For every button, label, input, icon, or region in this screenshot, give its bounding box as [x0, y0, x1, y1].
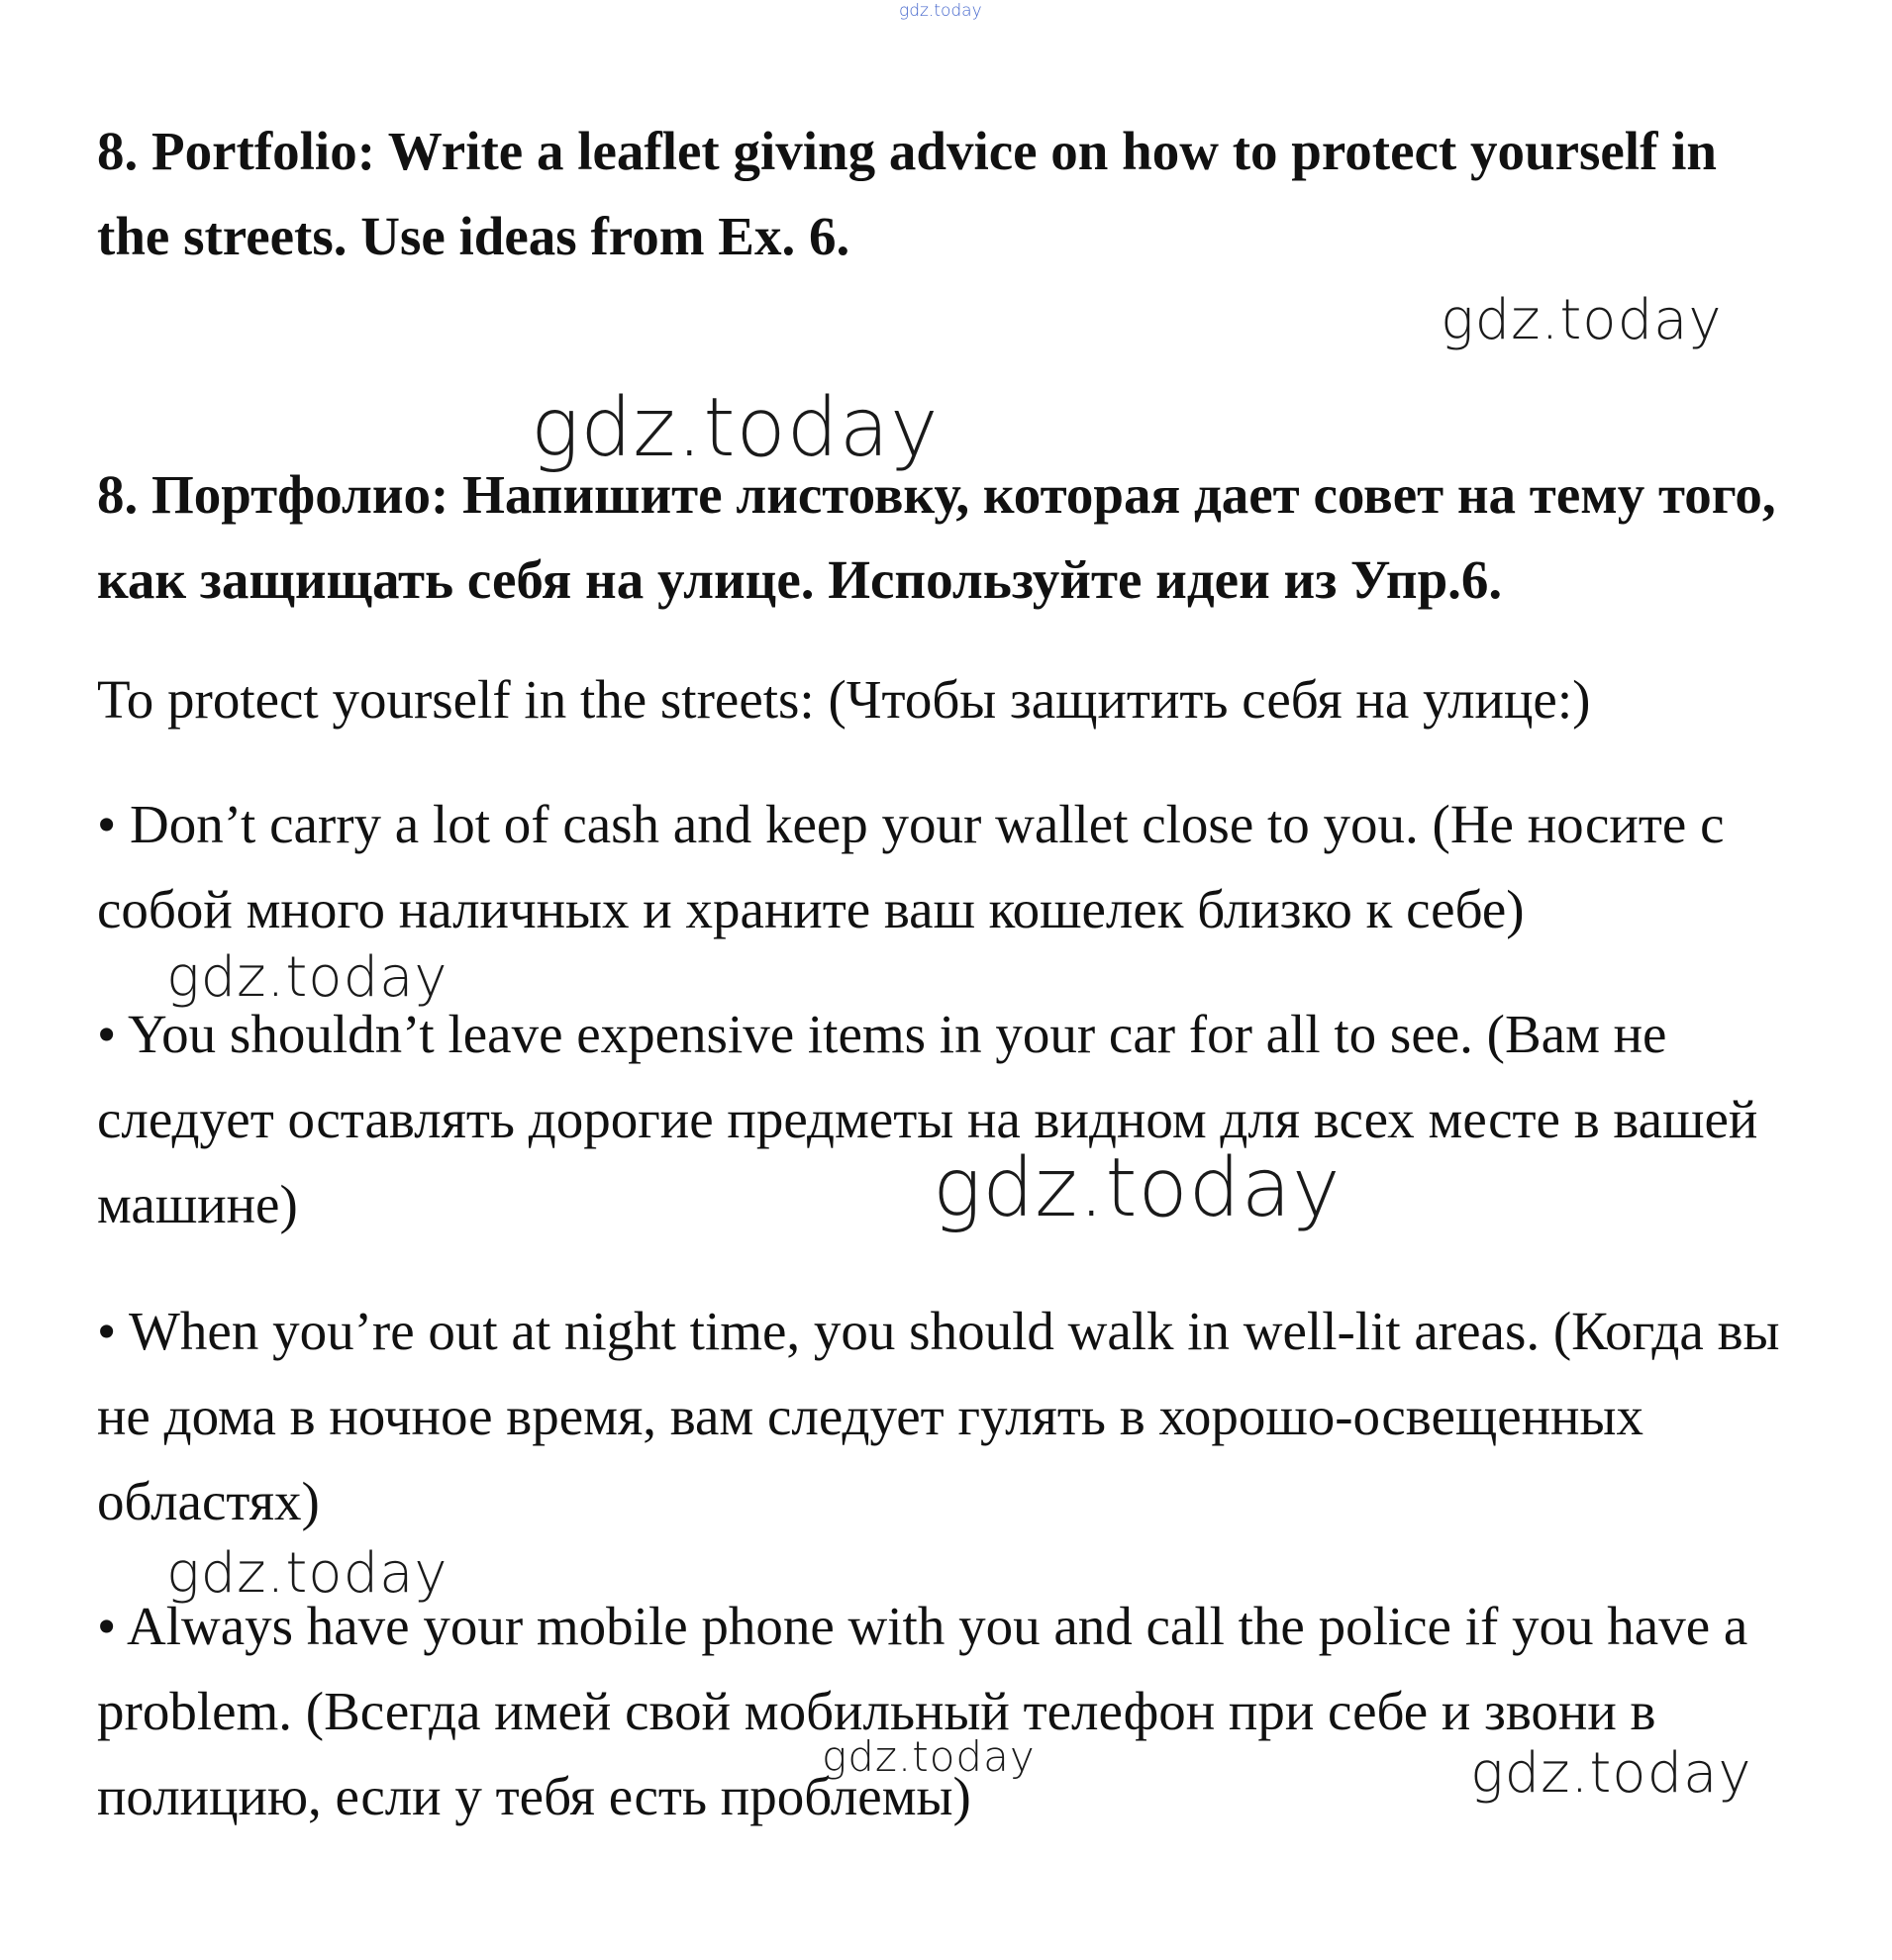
advice-bullet: • Always have your mobile phone with you and call the police if you have a problem. (Всегда имей свой мобильный телефон при себе и звони в полицию, если у тебя есть проблемы) — [97, 1596, 1748, 1826]
watermark: gdz.today — [166, 1541, 448, 1606]
advice-bullet: • When you’re out at night time, you should walk in well-lit areas. (Когда вы не дома в ночное время, вам следует гулять в хорошо-освещенных областях) — [97, 1301, 1780, 1531]
watermark: gdz.today — [531, 381, 940, 475]
watermark-top: gdz.today — [899, 1, 982, 21]
answer-intro: To protect yourself in the streets: (Чтобы защитить себя на улице:) — [97, 669, 1591, 730]
watermark: gdz.today — [166, 945, 448, 1010]
advice-bullet: • You shouldn’t leave expensive items in your car for all to see. (Вам не следует оставлять дорогие предметы на видном для всех месте в вашей машине) — [97, 1004, 1758, 1234]
advice-bullet: • Don’t carry a lot of cash and keep your wallet close to you. (Не носите с собой много наличных и храните ваш кошелек близко к себе) — [97, 794, 1725, 939]
task-heading-russian: 8. Портфолио: Напишите листовку, которая дает совет на тему того, как защищать себя на улице. Используйте идеи из Упр.6. — [97, 464, 1776, 610]
watermark: gdz.today — [822, 1732, 1036, 1781]
watermark: gdz.today — [1441, 288, 1723, 352]
task-heading-english: 8. Portfolio: Write a leaflet giving advice on how to protect yourself in the streets. Use ideas from Ex. 6. — [97, 121, 1718, 266]
watermark: gdz.today — [1470, 1741, 1752, 1806]
watermark: gdz.today — [933, 1141, 1342, 1235]
